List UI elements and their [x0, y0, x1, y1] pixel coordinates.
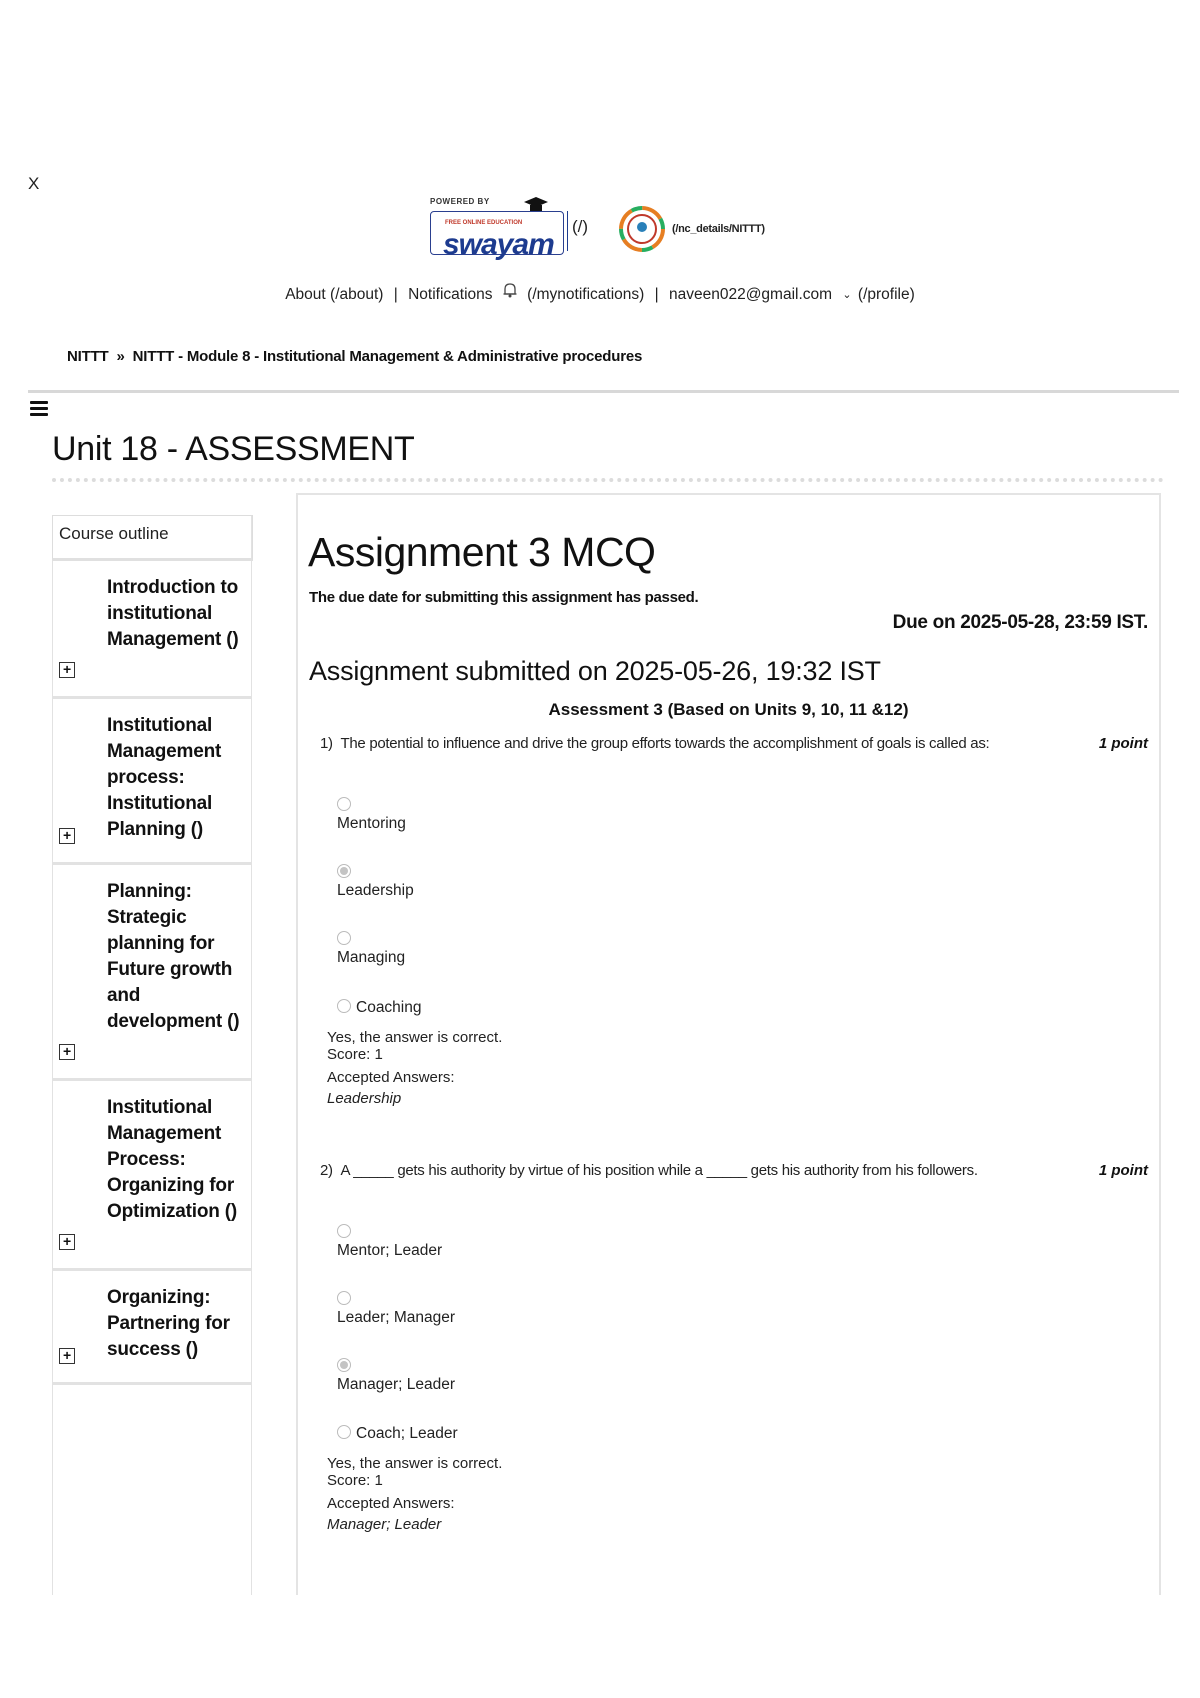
- option-label[interactable]: Managing: [337, 949, 406, 966]
- notifications-path[interactable]: (/mynotifications): [527, 285, 645, 303]
- menu-icon[interactable]: [30, 401, 48, 417]
- due-date: Due on 2025-05-28, 23:59 IST.: [892, 612, 1148, 633]
- question-number: 1): [320, 735, 333, 752]
- option-label[interactable]: Coach; Leader: [356, 1425, 458, 1442]
- accepted-answers-label: Accepted Answers:: [327, 1069, 455, 1086]
- breadcrumb-current[interactable]: NITTT - Module 8 - Institutional Management & Administrative procedures: [132, 348, 643, 365]
- expand-icon[interactable]: +: [59, 1234, 75, 1250]
- option-radio[interactable]: [337, 864, 351, 878]
- nav-separator: |: [393, 285, 398, 303]
- due-date-passed-notice: The due date for submitting this assignment has passed.: [309, 589, 699, 606]
- question-points: 1 point: [1098, 1162, 1148, 1179]
- option-label[interactable]: Coaching: [356, 999, 422, 1016]
- swayam-logo-frame: [430, 211, 564, 261]
- expand-icon[interactable]: +: [59, 1348, 75, 1364]
- option-label[interactable]: Manager; Leader: [337, 1376, 456, 1393]
- option-radio[interactable]: [337, 1224, 351, 1238]
- swayam-tagline: FREE ONLINE EDUCATION: [445, 220, 523, 226]
- option-label[interactable]: Leadership: [337, 882, 414, 899]
- sidebar-item-label: Institutional Management process: Institutional Planning (): [107, 715, 222, 840]
- header-logos: [430, 197, 830, 259]
- option-label[interactable]: Leader; Manager: [337, 1309, 456, 1326]
- answer-feedback: Yes, the answer is correct.: [327, 1455, 503, 1472]
- option-radio[interactable]: [337, 1358, 351, 1372]
- top-nav: [0, 281, 1200, 304]
- swayam-wordmark: swayam: [443, 228, 554, 261]
- bell-icon[interactable]: [501, 281, 519, 299]
- question-text: A _____ gets his authority by virtue of his position while a _____ gets his authority from his followers.: [340, 1162, 978, 1179]
- course-outline-heading: Course outline: [52, 515, 253, 561]
- sidebar-item-institutional-planning[interactable]: [53, 699, 251, 865]
- sidebar-item-partnering[interactable]: [53, 1271, 251, 1385]
- sidebar-item-strategic-planning[interactable]: [53, 865, 251, 1081]
- course-outline-sidebar: [52, 515, 252, 1595]
- sidebar-item-label: Institutional Management Process: Organizing for Optimization (): [107, 1097, 237, 1222]
- assignment-title: Assignment 3 MCQ: [308, 529, 656, 575]
- accepted-answer: Leadership: [327, 1090, 402, 1107]
- sidebar-item-label: Introduction to institutional Management (): [107, 577, 239, 650]
- question-points: 1 point: [1098, 735, 1148, 752]
- sidebar-item-label: Planning: Strategic planning for Future growth and development (): [107, 881, 240, 1032]
- option-radio[interactable]: [337, 931, 351, 945]
- question-2: [320, 1162, 978, 1179]
- answer-score: Score: 1: [327, 1472, 383, 1489]
- home-link[interactable]: (/): [572, 217, 589, 236]
- sidebar-item-introduction[interactable]: [53, 561, 251, 699]
- chevron-down-icon[interactable]: ⌄: [842, 289, 852, 302]
- notifications-link[interactable]: Notifications: [408, 285, 493, 303]
- logo-divider: [567, 211, 568, 251]
- question-1: [320, 735, 989, 752]
- question-number: 2): [320, 1162, 333, 1179]
- sidebar-item-label: Organizing: Partnering for success (): [107, 1287, 230, 1360]
- option-label[interactable]: Mentor; Leader: [337, 1242, 443, 1259]
- question-text: The potential to influence and drive the group efforts towards the accomplishment of goals is called as:: [340, 735, 990, 752]
- breadcrumb: [67, 348, 642, 365]
- institute-details-link[interactable]: (/nc_details/NITTT): [672, 223, 765, 235]
- user-email[interactable]: naveen022@gmail.com: [668, 285, 833, 303]
- expand-icon[interactable]: +: [59, 828, 75, 844]
- option-radio[interactable]: [337, 1425, 351, 1439]
- title-divider: [52, 478, 1164, 482]
- expand-icon[interactable]: +: [59, 1044, 75, 1060]
- answer-feedback: Yes, the answer is correct.: [327, 1029, 503, 1046]
- sidebar-item-organizing[interactable]: [53, 1081, 251, 1271]
- profile-link[interactable]: (/profile): [857, 285, 915, 303]
- swayam-logo[interactable]: [430, 197, 566, 261]
- breadcrumb-separator: »: [116, 348, 125, 365]
- expand-icon[interactable]: +: [59, 662, 75, 678]
- accepted-answer: Manager; Leader: [327, 1516, 442, 1533]
- option-radio[interactable]: [337, 999, 351, 1013]
- option-radio[interactable]: [337, 1291, 351, 1305]
- assessment-heading: Assessment 3 (Based on Units 9, 10, 11 &12): [548, 700, 909, 719]
- nittt-logo-icon[interactable]: [618, 205, 666, 253]
- option-radio[interactable]: [337, 797, 351, 811]
- close-button[interactable]: X: [28, 174, 40, 193]
- assignment-panel: [296, 493, 1161, 1595]
- breadcrumb-root[interactable]: NITTT: [67, 348, 109, 365]
- option-label[interactable]: Mentoring: [337, 815, 406, 832]
- page-title: Unit 18 - ASSESSMENT: [52, 430, 415, 468]
- answer-score: Score: 1: [327, 1046, 383, 1063]
- accepted-answers-label: Accepted Answers:: [327, 1495, 455, 1512]
- powered-by-text: POWERED BY: [430, 197, 490, 206]
- submission-status: Assignment submitted on 2025-05-26, 19:32 IST: [309, 656, 881, 686]
- nav-separator: |: [654, 285, 659, 303]
- header-divider: [28, 390, 1179, 393]
- about-link[interactable]: About (/about): [285, 285, 384, 303]
